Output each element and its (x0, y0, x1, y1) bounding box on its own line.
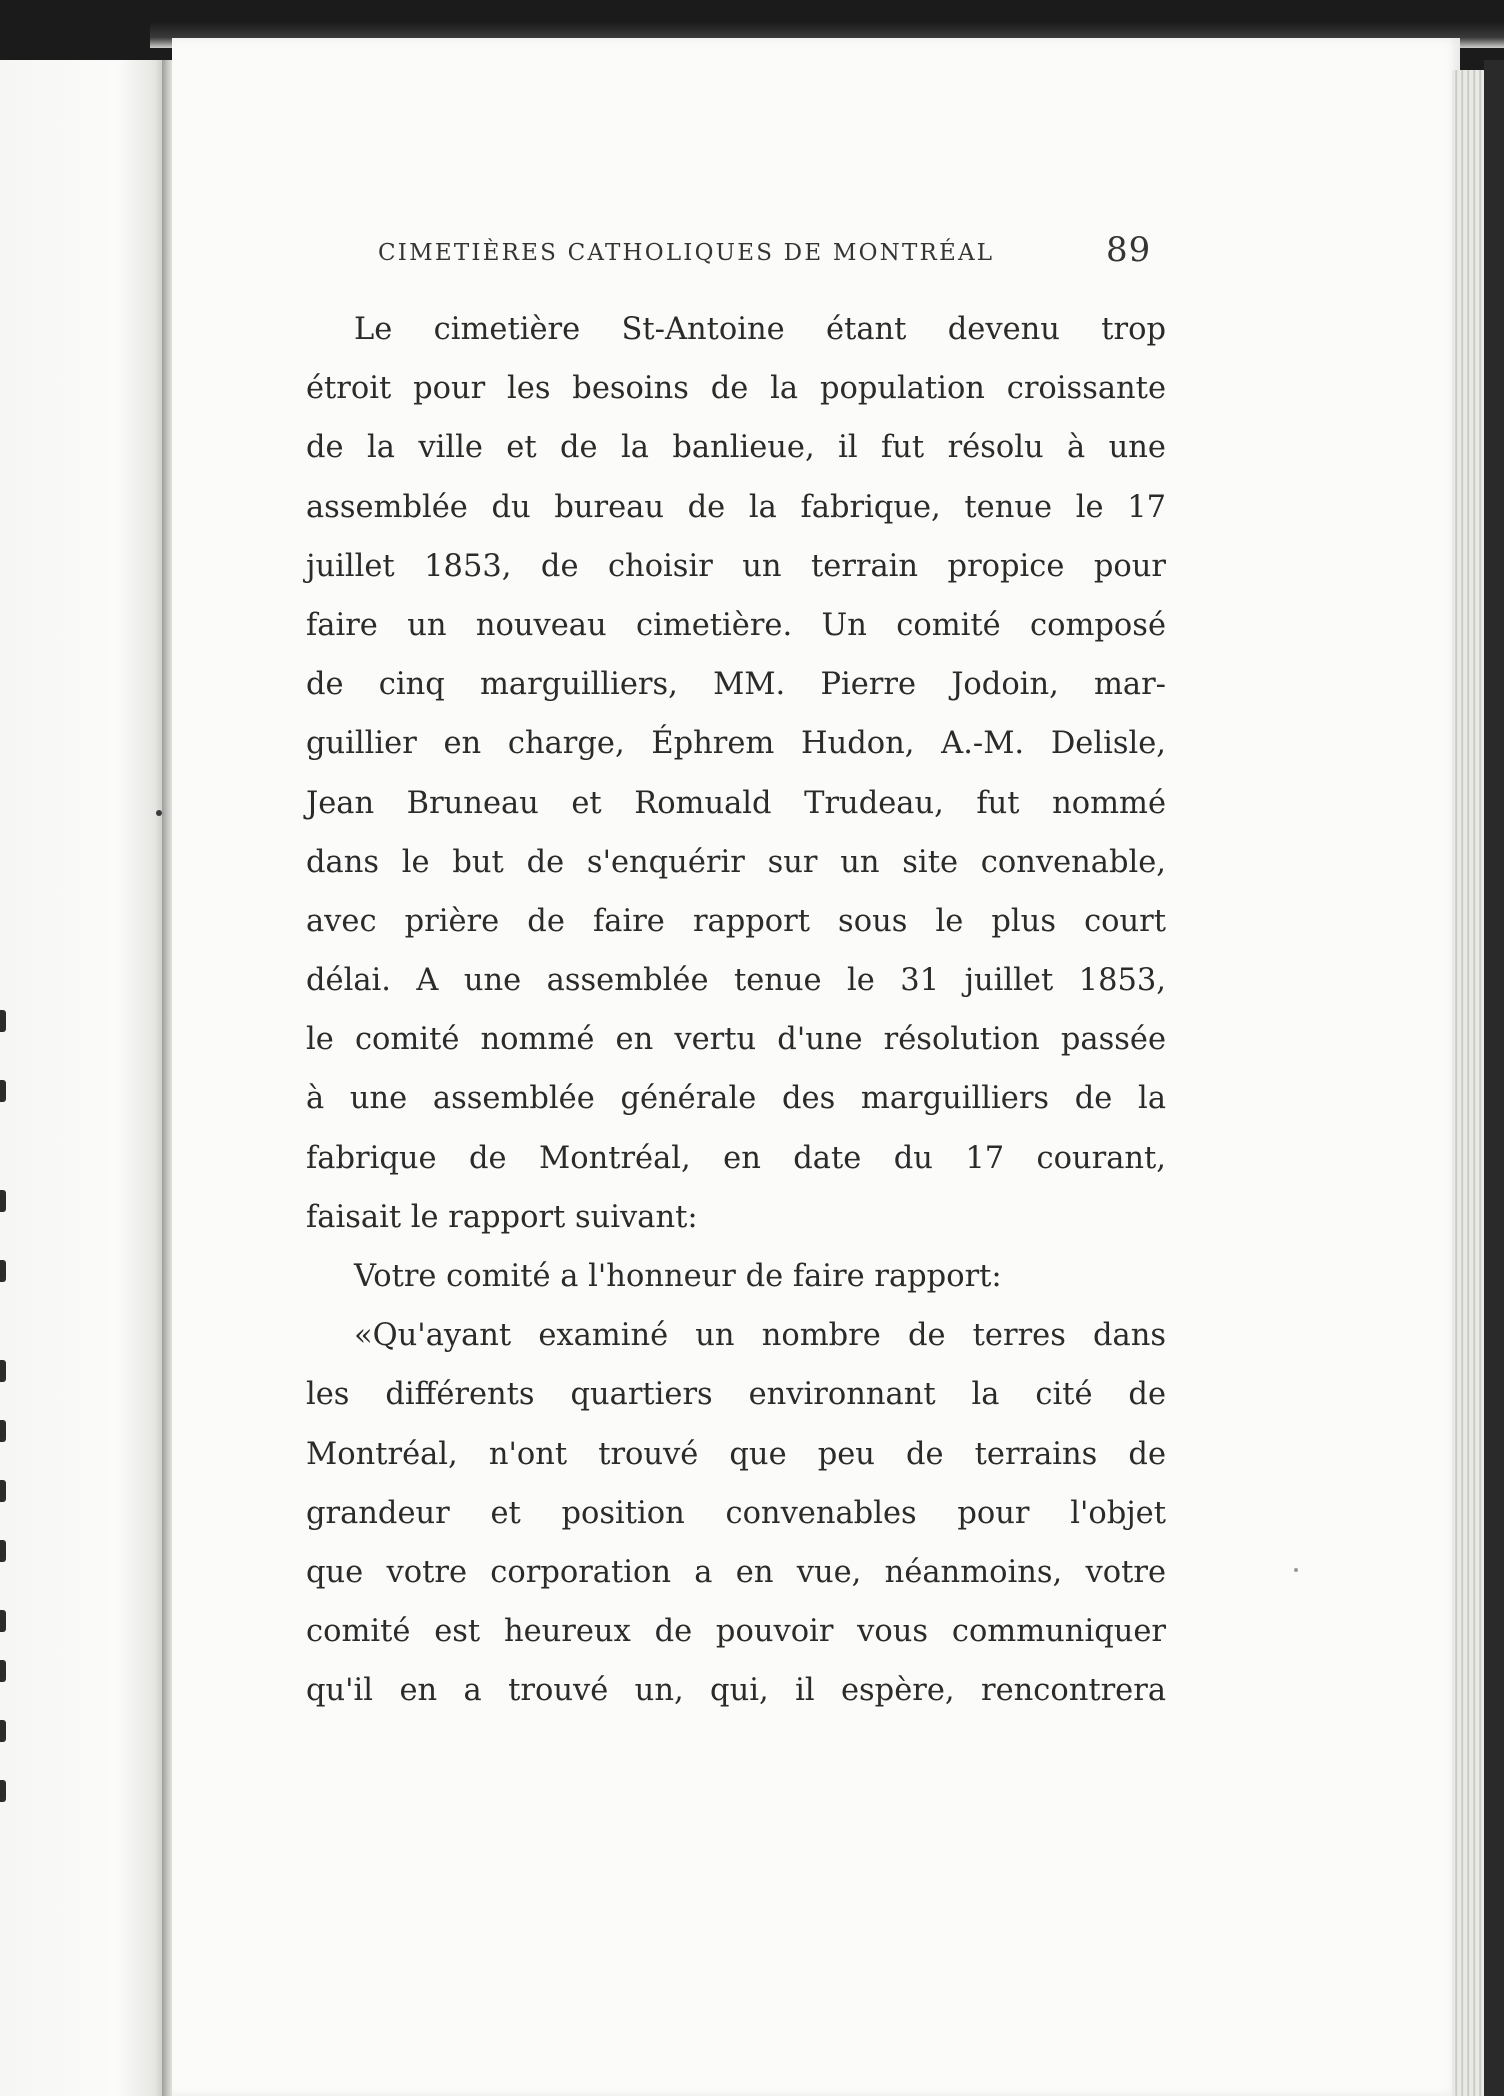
text-line: grandeur et position convenables pour l'objet (306, 1495, 1166, 1531)
text-line: avec prière de faire rapport sous le plus court (306, 903, 1166, 939)
text-line: étroit pour les besoins de la population croissante (306, 371, 1166, 407)
body-text (306, 300, 1166, 1721)
speck (156, 810, 162, 816)
text-line: de la ville et de la banlieue, il fut résolu à une (306, 430, 1166, 466)
text-line: délai. A une assemblée tenue le 31 juillet 1853, (306, 963, 1166, 999)
text-line: de cinq marguilliers, MM. Pierre Jodoin, mar- (306, 667, 1166, 703)
text-line: Votre comité a l'honneur de faire rapport: (354, 1259, 1002, 1294)
text-line: assemblée du bureau de la fabrique, tenue le 17 (306, 489, 1166, 525)
text-line: faire un nouveau cimetière. Un comité composé (306, 607, 1166, 643)
text-line: à une assemblée générale des marguilliers de la (306, 1081, 1166, 1117)
page-header (378, 230, 1178, 276)
text-line: Jean Bruneau et Romuald Trudeau, fut nommé (306, 785, 1166, 821)
text-line: fabrique de Montréal, en date du 17 courant, (306, 1140, 1166, 1176)
text-line: qu'il en a trouvé un, qui, il espère, rencontrera (306, 1673, 1166, 1709)
text-line: Le cimetière St-Antoine étant devenu trop (354, 312, 1166, 347)
text-line: que votre corporation a en vue, néanmoins, votre (306, 1554, 1166, 1590)
text-line: les différents quartiers environnant la cité de (306, 1377, 1166, 1413)
facing-page-letter-fragments (0, 60, 20, 2096)
text-line: comité est heureux de pouvoir vous communiquer (306, 1614, 1166, 1650)
text-line: faisait le rapport suivant: (306, 1199, 698, 1235)
text-line: Montréal, n'ont trouvé que peu de terrains de (306, 1436, 1166, 1472)
text-line: dans le but de s'enquérir sur un site convenable, (306, 844, 1166, 880)
text-line: «Qu'ayant examiné un nombre de terres dans (354, 1318, 1166, 1354)
text-line: le comité nommé en vertu d'une résolution passée (306, 1022, 1166, 1058)
text-line: guillier en charge, Éphrem Hudon, A.-M. Delisle, (306, 726, 1166, 762)
page-number: 89 (1106, 230, 1152, 270)
book-cover-edge (1484, 60, 1504, 2096)
running-head: CIMETIÈRES CATHOLIQUES DE MONTRÉAL (378, 240, 995, 266)
text-line: juillet 1853, de choisir un terrain propice pour (306, 548, 1166, 584)
speck (1294, 1568, 1298, 1572)
facing-page-edge (0, 60, 168, 2096)
